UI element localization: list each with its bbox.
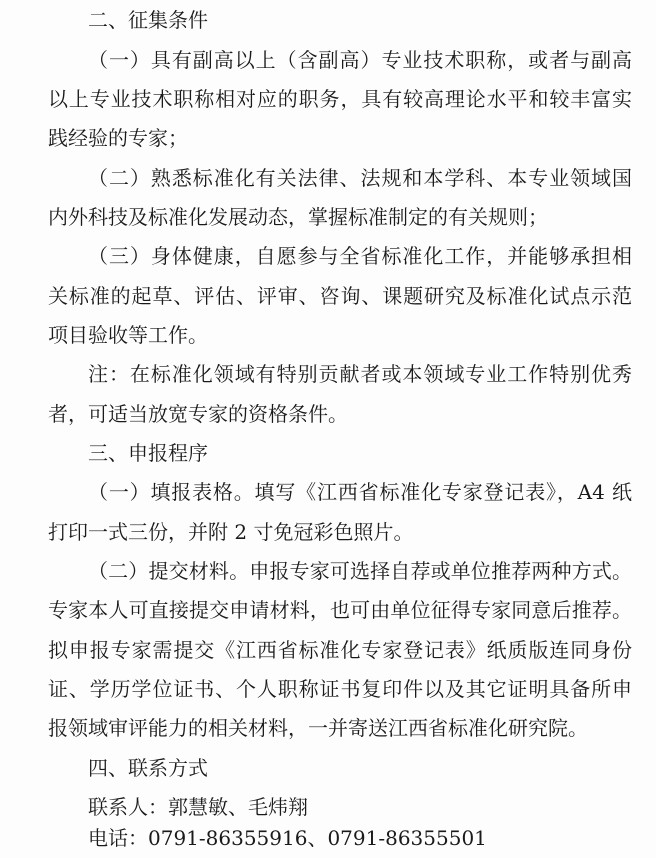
section-heading-procedure: 三、申报程序 (88, 441, 208, 465)
contact-person: 联系人：郭慧敏、毛炜翔 (88, 795, 308, 819)
paragraph-line: 践经验的专家； (48, 126, 188, 150)
paragraph-line: 项目验收等工作。 (48, 323, 208, 347)
note-line: 者，可适当放宽专家的资格条件。 (48, 402, 348, 426)
paragraph-line: 报领域审评能力的相关材料，一并寄送江西省标准化研究院。 (48, 716, 588, 740)
note-line: 注：在标准化领域有特别贡献者或本领域专业工作特别优秀 (88, 362, 632, 386)
section-heading-contact: 四、联系方式 (88, 756, 208, 780)
paragraph-line: （三）身体健康，自愿参与全省标准化工作，并能够承担相 (88, 244, 632, 268)
paragraph-line: 专家本人可直接提交申请材料，也可由单位征得专家同意后推荐。 (48, 598, 632, 622)
contact-phone: 电话：0791-86355916、0791-86355501 (88, 826, 487, 850)
paragraph-line: 证、学历学位证书、个人职称证书复印件以及其它证明具备所申 (48, 677, 632, 701)
paragraph-line: （一）填报表格。填写《江西省标准化专家登记表》，A4 纸 (88, 480, 632, 504)
paragraph-line: （二）熟悉标准化有关法律、法规和本学科、本专业领域国 (88, 166, 632, 190)
paragraph-line: 以上专业技术职称相对应的职务，具有较高理论水平和较丰富实 (48, 87, 632, 111)
paragraph-line: （二）提交材料。申报专家可选择自荐或单位推荐两种方式。 (88, 559, 632, 583)
paragraph-line: （一）具有副高以上（含副高）专业技术职称，或者与副高 (88, 48, 632, 72)
paragraph-line: 打印一式三份，并附 2 寸免冠彩色照片。 (48, 520, 414, 544)
paragraph-line: 关标准的起草、评估、评审、咨询、课题研究及标准化试点示范 (48, 284, 632, 308)
paragraph-line: 内外科技及标准化发展动态，掌握标准制定的有关规则； (48, 205, 548, 229)
paragraph-line: 拟申报专家需提交《江西省标准化专家登记表》纸质版连同身份 (48, 638, 632, 662)
section-heading-conditions: 二、征集条件 (88, 8, 208, 32)
